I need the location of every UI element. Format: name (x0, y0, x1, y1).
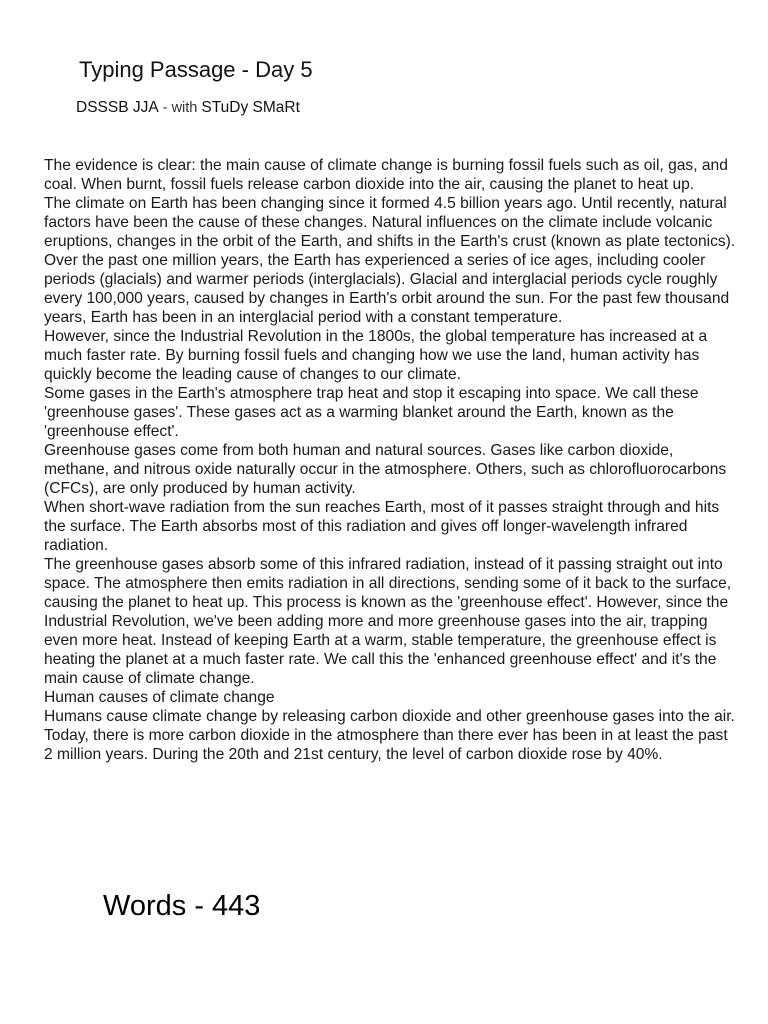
passage-paragraph-3: Over the past one million years, the Earth has experienced a series of ice ages, including cooler periods (glacials) and warmer periods (interglacials). Glacial and interglacial periods cycle roughly every 100,000 years, caused by changes in Earth's orbit around the sun. For the past few thousand years, Earth has been in an interglacial period with a constant temperature. (44, 252, 730, 326)
passage-paragraph-6: Greenhouse gases come from both human and natural sources. Gases like carbon dioxide, methane, and nitrous oxide naturally occur in the atmosphere. Others, such as chlorofluorocarbons (CFCs), are only produced by human activity. (44, 442, 727, 497)
subtitle-brand: STuDy SMaRt (201, 99, 300, 116)
word-count: Words - 443 (103, 890, 261, 922)
typing-passage (44, 156, 736, 764)
passage-paragraph-4: However, since the Industrial Revolution in the 1800s, the global temperature has increased at a much faster rate. By burning fossil fuels and changing how we use the land, human activity has quickly become the leading cause of changes to our climate. (44, 328, 708, 383)
passage-paragraph-5: Some gases in the Earth's atmosphere trap heat and stop it escaping into space. We call these 'greenhouse gases'. These gases act as a warming blanket around the Earth, known as the 'greenhouse effect'. (44, 385, 699, 440)
passage-paragraph-10: Humans cause climate change by releasing carbon dioxide and other greenhouse gases into the air. Today, there is more carbon dioxide in the atmosphere than there ever has been in at least the past 2 million years. During the 20th and 21st century, the level of carbon dioxide rose by 40%. (44, 708, 735, 763)
subtitle-separator: - with (158, 100, 202, 116)
page-subtitle (76, 98, 300, 118)
passage-paragraph-8: The greenhouse gases absorb some of this infrared radiation, instead of it passing straight out into space. The atmosphere then emits radiation in all directions, sending some of it back to the surface, causing the planet to heat up. This process is known as the 'greenhouse effect'. However, since the Industrial Revolution, we've been adding more and more greenhouse gases into the air, trapping even more heat. Instead of keeping Earth at a warm, stable temperature, the greenhouse effect is heating the planet at a much faster rate. We call this the 'enhanced greenhouse effect' and it's the main cause of climate change. (44, 556, 732, 687)
passage-paragraph-2: The climate on Earth has been changing since it formed 4.5 billion years ago. Until recently, natural factors have been the cause of these changes. Natural influences on the climate include volcanic eruptions, changes in the orbit of the Earth, and shifts in the Earth's crust (known as plate tectonics). (44, 195, 736, 250)
passage-paragraph-1: The evidence is clear: the main cause of climate change is burning fossil fuels such as oil, gas, and coal. When burnt, fossil fuels release carbon dioxide into the air, causing the planet to heat up. (44, 157, 728, 193)
passage-heading-human-causes: Human causes of climate change (44, 689, 275, 706)
passage-paragraph-7: When short-wave radiation from the sun reaches Earth, most of it passes straight through and hits the surface. The Earth absorbs most of this radiation and gives off longer-wavelength infrared radiation. (44, 499, 720, 554)
page-title: Typing Passage - Day 5 (79, 57, 313, 82)
subtitle-exam: DSSSB JJA (76, 99, 159, 116)
